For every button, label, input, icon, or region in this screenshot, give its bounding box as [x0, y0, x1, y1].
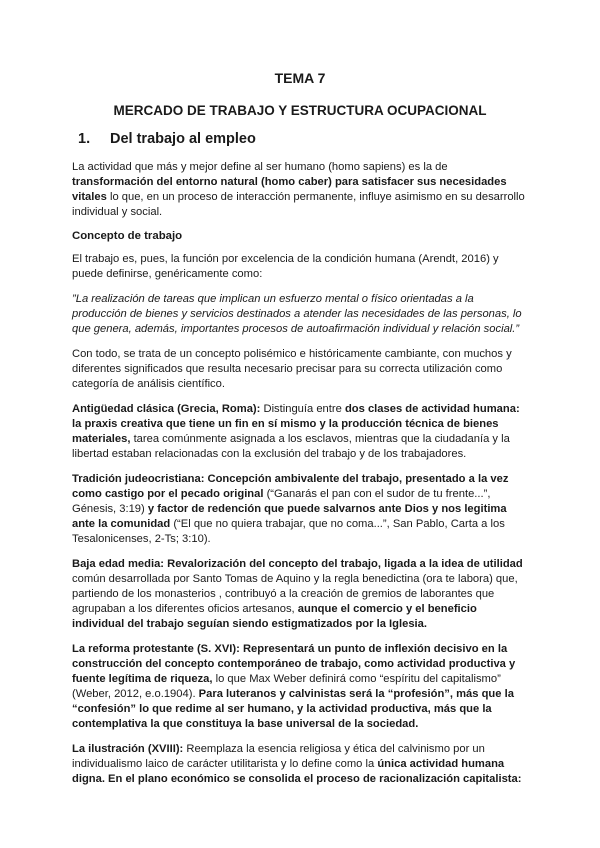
bold-text-run: aunque el comercio y el beneficio individual del trabajo seguían siendo estigmatizados por la Iglesia. [72, 603, 477, 630]
text-run: lo que, en un proceso de interacción permanente, influye asimismo en su desarrollo individual y social. [72, 191, 525, 218]
definition-quote: ”La realización de tareas que implican un esfuerzo mental o físico orientadas a la producción de bienes y servicios destinados a atender las necesidades de las personas, lo que genera, además, importantes procesos de autoafirmación individual y relación social.” [72, 293, 522, 335]
reforma-paragraph [72, 642, 528, 732]
bold-text-run: única actividad humana digna. En el plano económico se consolida el proceso de racionalización capitalista: [72, 758, 522, 785]
antiguedad-paragraph [72, 402, 528, 462]
text-run: lo que Max Weber definirá como “espíritu del capitalismo” (Weber, 2012, e.o.1904). [72, 673, 501, 700]
text-run: Distinguía entre [260, 403, 345, 415]
baja-edad-media-paragraph [72, 557, 528, 632]
bold-text-run: transformación del entorno natural (homo caber) para satisfacer sus necesidades vitales [72, 176, 507, 203]
bold-text-run: Antigüedad clásica (Grecia, Roma): [72, 403, 261, 415]
bold-text-run: Para luteranos y calvinistas será la “profesión”, más que la “confesión” lo que redime al ser humano, y la actividad productiva, más que la contemplativa la que constituya la base universal de la sociedad. [72, 688, 514, 730]
section-heading [78, 131, 528, 147]
section-title: Del trabajo al empleo [110, 131, 256, 147]
bold-text-run: Tradición judeocristiana: Concepción ambivalente del trabajo, presentado a la vez como castigo por el pecado original [72, 473, 509, 500]
text-run: tarea comúnmente asignada a los esclavos, mientras que la ciudadanía y la libertad estaban relacionadas con la exclusión del trabajo y de los trabajadores. [72, 433, 510, 460]
bold-text-run: y factor de redención que puede salvarnos ante Dios y nos legitima ante la comunidad [72, 503, 507, 530]
text-run: Reemplaza la esencia religiosa y ética del calvinismo por un individualismo laico de carácter utilitarista y lo define como la [72, 743, 485, 770]
section-number: 1. [78, 131, 91, 147]
document-subtitle: MERCADO DE TRABAJO Y ESTRUCTURA OCUPACIONAL [113, 103, 487, 118]
text-run: (“Ganarás el pan con el sudor de tu frente...”, Génesis, 3:19) [72, 488, 491, 515]
bold-text-run: Baja edad media: Revalorización del concepto del trabajo, ligada a la idea de utilidad [72, 558, 523, 570]
document-title: TEMA 7 [274, 70, 326, 86]
judeocristiana-paragraph [72, 472, 528, 547]
bold-text-run: La reforma protestante (S. XVI): Representará un punto de inflexión decisivo en la construcción del concepto contemporáneo de trabajo, como actividad productiva y fuente legítima de riqueza, [72, 643, 516, 685]
concept-paragraph: El trabajo es, pues, la función por excelencia de la condición humana (Arendt, 2016) y puede definirse, genéricamente como: [72, 253, 499, 280]
polysemic-paragraph: Con todo, se trata de un concepto polisémico e históricamente cambiante, con muchos y diferentes significados que resulta necesario precisar para su correcta utilización como categoría de análisis científico. [72, 348, 512, 390]
intro-paragraph [72, 160, 528, 220]
text-run: común desarrollada por Santo Tomas de Aquino y la regla benedictina (ora te labora) que, partiendo de los monasterios , contribuyó a la creación de gremios de laborantes que agrupaban a los diferentes oficios artesanos, [72, 573, 518, 615]
text-run: (“El que no quiera trabajar, que no coma...”, San Pablo, Carta a los Tesalonicenses, 2-Ts; 3:10). [72, 518, 505, 545]
concept-heading: Concepto de trabajo [72, 230, 183, 242]
ilustracion-paragraph [72, 742, 528, 787]
text-run: La actividad que más y mejor define al ser humano (homo sapiens) es la de [72, 161, 448, 173]
bold-text-run: dos clases de actividad humana: la praxis creativa que tiene un fin en sí mismo y la producción técnica de bienes materiales, [72, 403, 520, 445]
bold-text-run: La ilustración (XVIII): [72, 743, 184, 755]
